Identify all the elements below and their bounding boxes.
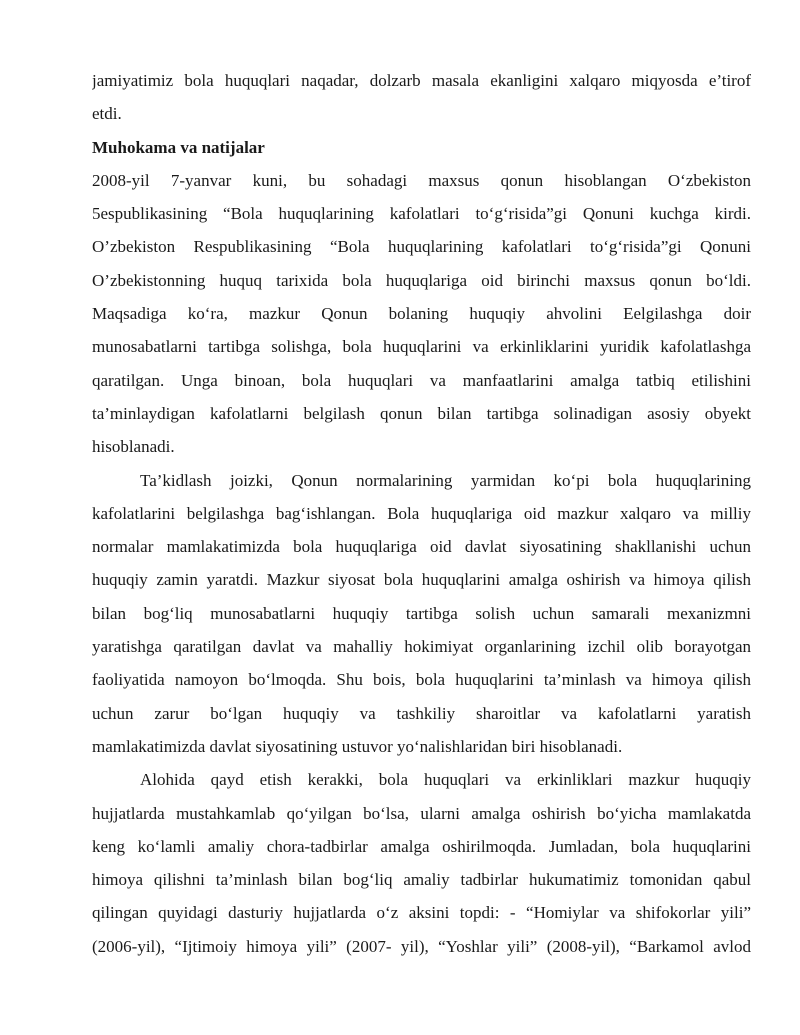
para3-line-1: Alohida qayd etish kerakki, bola huquqlari va erkinliklari mazkur huquqiy bbox=[140, 770, 751, 790]
para3-line-3: keng ko‘lamli amaliy chora-tadbirlar amalga oshirilmoqda. Jumladan, bola huquqlarini bbox=[92, 836, 751, 856]
para3-line-4: himoya qilishni ta’minlash bilan bog‘liq amaliy tadbirlar hukumatimiz tomonidan qabul bbox=[92, 870, 751, 890]
para2-line-5: bilan bog‘liq munosabatlarni huquqiy tartibga solish uchun samarali mexanizmni bbox=[92, 603, 751, 623]
document-page bbox=[92, 64, 751, 963]
para0-line-1: jamiyatimiz bola huquqlari naqadar, dolzarb masala ekanligini xalqaro miqyosda e’tirof bbox=[92, 71, 751, 90]
para1-line-6: munosabatlarni tartibga solishga, bola huquqlarini va erkinliklarini yuridik kafolatlashga bbox=[92, 337, 751, 357]
para2-line-7: faoliyatida namoyon bo‘lmoqda. Shu bois, bola huquqlarini ta’minlash va himoya qilish bbox=[92, 670, 751, 690]
section-heading: Muhokama va natijalar bbox=[92, 137, 265, 157]
para1-line-8: ta’minlaydigan kafolatlarni belgilash qonun bilan tartibga solinadigan asosiy obyekt bbox=[92, 403, 751, 423]
para3-line-6: (2006-yil), “Ijtimoiy himoya yili” (2007- yil), “Yoshlar yili” (2008-yil), “Barkamol avlod bbox=[92, 936, 751, 956]
para2-line-4: huquqiy zamin yaratdi. Mazkur siyosat bola huquqlarini amalga oshirish va himoya qilish bbox=[92, 570, 751, 590]
para2-line-3: normalar mamlakatimizda bola huquqlariga oid davlat siyosatining shakllanishi uchun bbox=[92, 537, 751, 557]
para3-line-2: hujjatlarda mustahkamlab qo‘yilgan bo‘lsa, ularni amalga oshirish bo‘yicha mamlakatda bbox=[92, 803, 751, 823]
para2-line-8: uchun zarur bo‘lgan huquqiy va tashkiliy sharoitlar va kafolatlarni yaratish bbox=[92, 703, 751, 723]
para2-line-1: Ta’kidlash joizki, Qonun normalarining yarmidan ko‘pi bola huquqlarining bbox=[140, 470, 751, 490]
para1-line-2: 5espublikasining “Bola huquqlarining kafolatlari to‘g‘risida”gi Qonuni kuchga kirdi. bbox=[92, 204, 751, 224]
para2-line-2: kafolatlarini belgilashga bag‘ishlangan. Bola huquqlariga oid mazkur xalqaro va milliy bbox=[92, 503, 751, 523]
para3-line-5: qilingan quyidagi dasturiy hujjatlarda o‘z aksini topdi: - “Homiylar va shifokorlar yili” bbox=[92, 903, 751, 923]
para2-line-6: yaratishga qaratilgan davlat va mahalliy hokimiyat organlarining izchil olib borayotgan bbox=[92, 637, 751, 657]
para1-line-3: O’zbekiston Respublikasining “Bola huquqlarining kafolatlari to‘g‘risida”gi Qonuni bbox=[92, 237, 751, 257]
para2-line-9: mamlakatimizda davlat siyosatining ustuvor yo‘nalishlaridan biri hisoblanadi. bbox=[92, 736, 623, 756]
para1-line-4: O’zbekistonning huquq tarixida bola huquqlariga oid birinchi maxsus qonun bo‘ldi. bbox=[92, 270, 751, 290]
para1-line-9: hisoblanadi. bbox=[92, 437, 175, 457]
para0-line-2: etdi. bbox=[92, 104, 122, 124]
para1-line-7: qaratilgan. Unga binoan, bola huquqlari va manfaatlarini amalga tatbiq etilishini bbox=[92, 370, 751, 390]
para1-line-5: Maqsadiga ko‘ra, mazkur Qonun bolaning huquqiy ahvolini Eelgilashga doir bbox=[92, 304, 751, 324]
para1-line-1: 2008-yil 7-yanvar kuni, bu sohadagi maxsus qonun hisoblangan O‘zbekiston bbox=[92, 170, 751, 190]
